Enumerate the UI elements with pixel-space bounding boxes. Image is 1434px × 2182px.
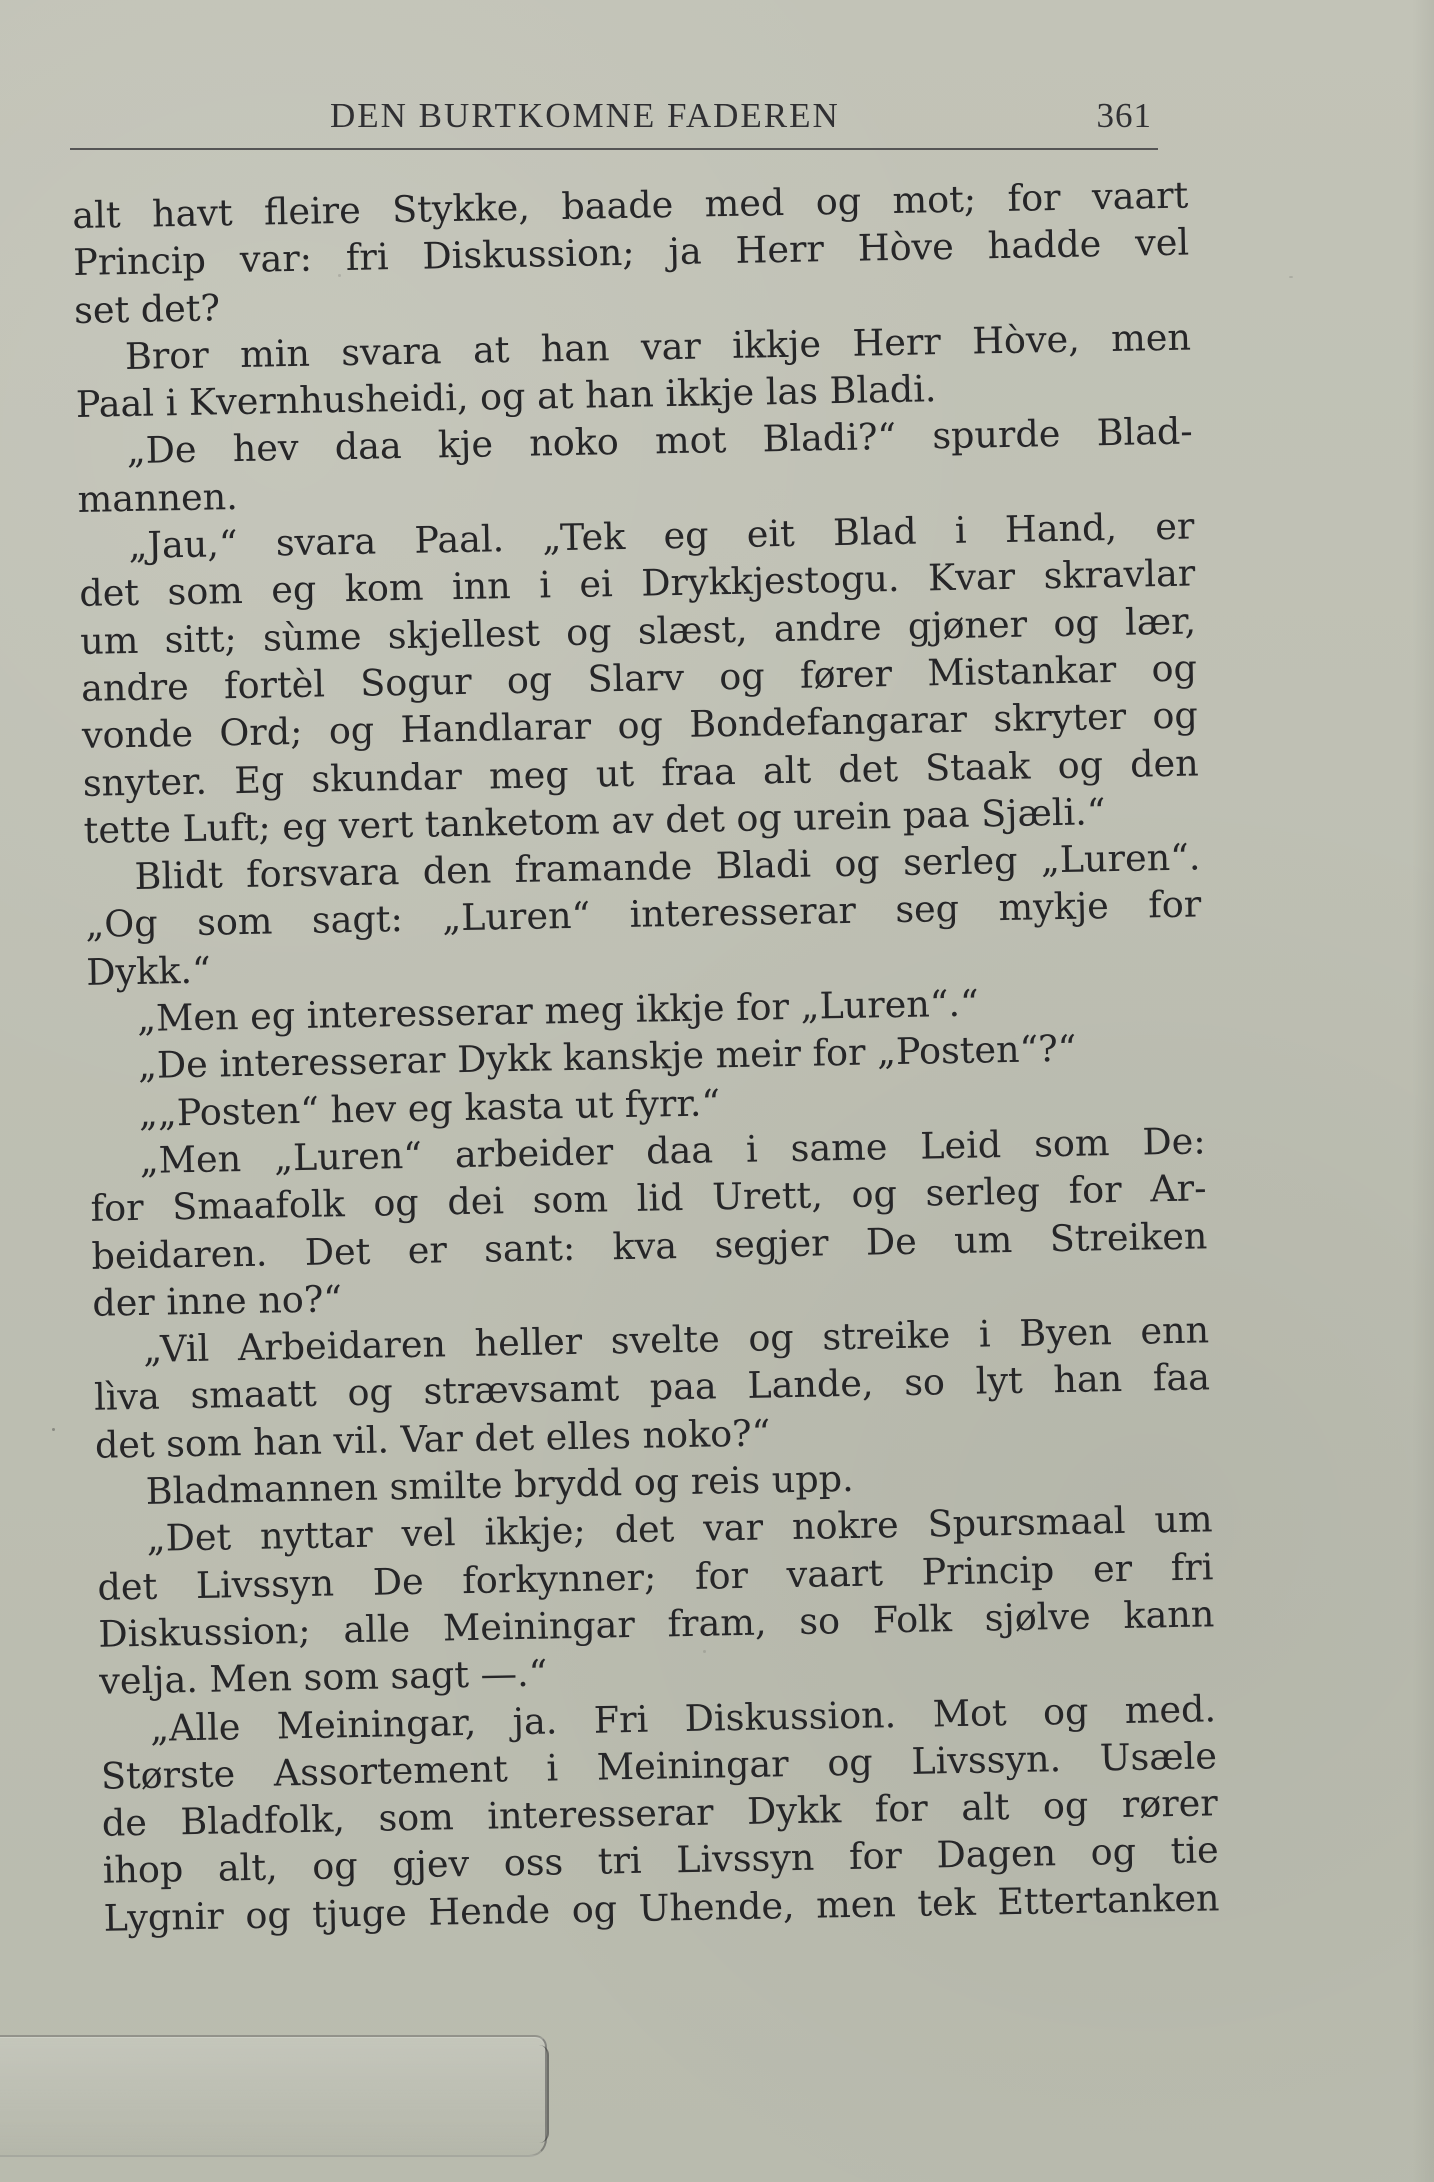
- bottom-tab: [0, 2035, 547, 2157]
- text-line: „„Posten“ hev eg kasta ut fyrr.“: [138, 1080, 721, 1135]
- text-line: „Men „Luren“ arbeider daa i same Leid som De:: [139, 1119, 1206, 1182]
- text-line: det som eg kom inn i ei Drykkjestogu. Kvar skravlar: [78, 551, 1196, 616]
- text-line: Princip var: fri Diskussion; ja Herr Hòve hadde vel: [72, 220, 1190, 285]
- text-line: andre fortèl Sogur og Slarv og fører Mistankar og: [80, 646, 1198, 710]
- text-line: „Det nyttar vel ikkje; det var nokre Spursmaal um: [146, 1497, 1213, 1561]
- text-line: Største Assortement i Meiningar og Livssyn. Usæle: [100, 1734, 1218, 1798]
- paper-speck: [338, 274, 341, 277]
- text-line: „De hev daa kje noko mot Bladi?“ spurde Blad-: [126, 409, 1193, 473]
- text-line: Dykk.“: [85, 948, 212, 994]
- text-line: „Vil Arbeidaren heller svelte og streike i Byen enn: [142, 1308, 1210, 1372]
- text-line: tette Luft; eg vert tanketom av det og urein paa Sjæli.“: [83, 790, 1106, 852]
- text-line: Blidt forsvara den framande Bladi og serleg „Luren“.: [134, 835, 1201, 899]
- text-line: „De interesserar Dykk kanskje meir for „Posten“?“: [137, 1027, 1077, 1088]
- paper-speck: [1289, 276, 1293, 278]
- text-line: for Smaafolk og dei som lid Urett, og serleg for Ar-: [90, 1166, 1207, 1231]
- paper-speck: [703, 1650, 706, 1653]
- text-line: Bladmannen smilte brydd og reis upp.: [145, 1456, 854, 1513]
- text-line: vonde Ord; og Handlarar og Bondefangarar skryter og: [81, 693, 1199, 758]
- paper-mark: [52, 1428, 55, 1431]
- text-line: velja. Men som sagt —.“: [98, 1651, 548, 1703]
- text-line: ihop alt, og gjev oss tri Livssyn for Dagen og tie: [102, 1828, 1219, 1893]
- text-line: um sitt; sùme skjellest og slæst, andre gjøner og lær,: [79, 599, 1197, 663]
- text-line: snyter. Eg skundar meg ut fraa alt det Staak og den: [82, 741, 1200, 805]
- text-line: lìva smaatt og strævsamt paa Lande, so lyt han faa: [93, 1355, 1211, 1420]
- text-line: de Bladfolk, som interesserar Dykk for alt og rører: [101, 1781, 1219, 1845]
- text-line: alt havt fleire Stykke, baade med og mot; for vaart: [72, 173, 1189, 237]
- text-line: Lygnir og tjuge Hende og Uhende, men tek Ettertanken: [103, 1875, 1220, 1940]
- text-line: „Jau,“ svara Paal. „Tek eg eit Blad i Hand, er: [128, 504, 1195, 568]
- text-line: Bror min svara at han var ikkje Herr Hòve, men: [124, 315, 1192, 378]
- running-header: [70, 96, 1158, 150]
- text-line: „Og som sagt: „Luren“ interesserar seg mykje for: [85, 882, 1202, 947]
- page-edge-shadow: [1412, 0, 1434, 2182]
- text-line: set det?: [73, 285, 221, 332]
- text-line: det Livssyn De forkynner; for vaart Princip er fri: [97, 1544, 1214, 1609]
- text-line: Paal i Kvernhusheidi, og at han ikkje las Bladi.: [75, 367, 937, 427]
- text-line: det som han vil. Var det elles noko?“: [94, 1411, 771, 1467]
- text-line: „Men eg interesserar meg ikkje for „Luren“.“: [136, 981, 980, 1040]
- text-line: beidaren. Det er sant: kva segjer De um Streiken: [91, 1213, 1208, 1278]
- text-line: Diskussion; alle Meiningar fram, so Folk sjølve kann: [98, 1592, 1215, 1656]
- text-line: der inne no?“: [91, 1277, 343, 1325]
- running-title: DEN BURTKOMNE FADEREN: [330, 96, 840, 135]
- body-text: [72, 172, 1221, 1992]
- page-number: 361: [1096, 96, 1152, 135]
- text-line: mannen.: [77, 474, 239, 521]
- text-line: „Alle Meiningar, ja. Fri Diskussion. Mot og med.: [149, 1686, 1217, 1750]
